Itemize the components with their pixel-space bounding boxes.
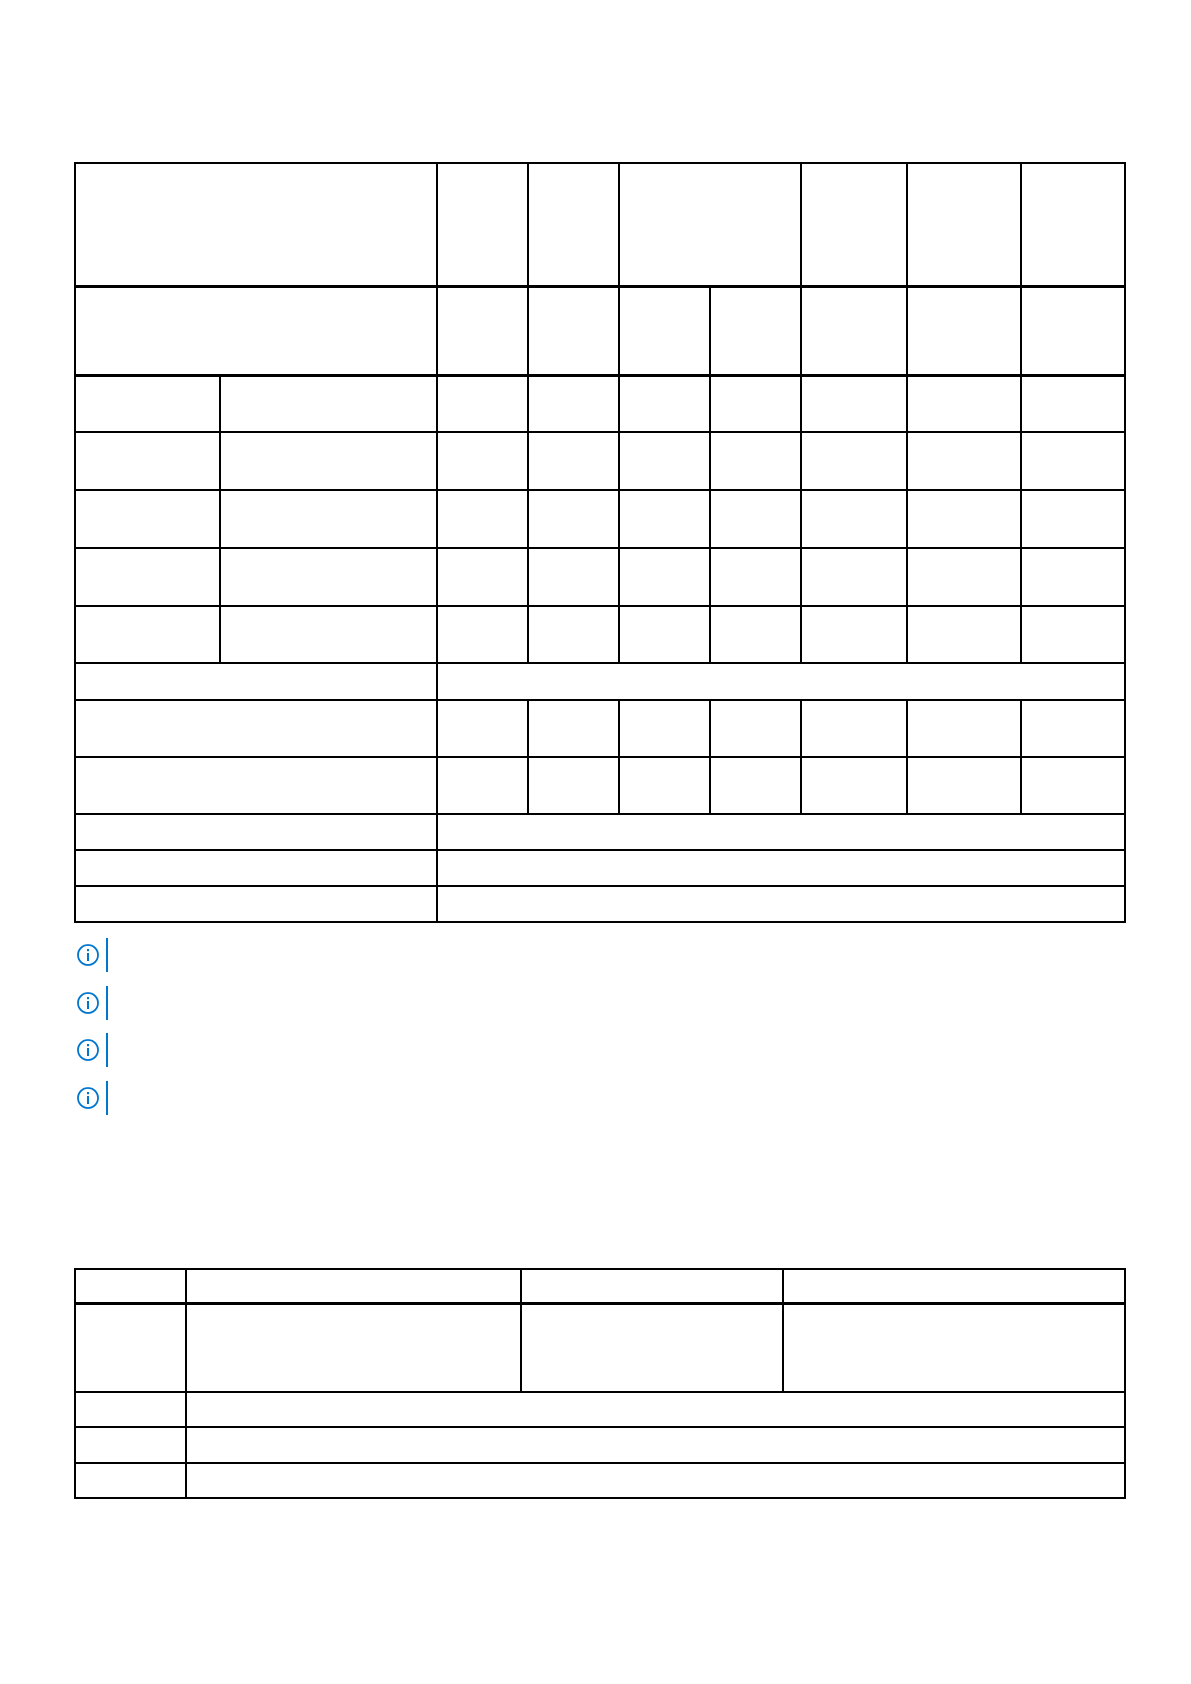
- table-cell: [220, 490, 437, 548]
- table-cell: [710, 375, 801, 432]
- table-cell: [801, 163, 907, 286]
- table-cell: [907, 490, 1021, 548]
- table-cell: [801, 700, 907, 757]
- table-cell: [75, 757, 437, 814]
- table-cell: [710, 757, 801, 814]
- table-cell: [801, 606, 907, 663]
- table-cell: [75, 606, 220, 663]
- info-circle-icon: [76, 941, 104, 969]
- table-cell: [619, 432, 710, 490]
- table-span-row: [75, 1463, 1125, 1498]
- table-cell: [75, 700, 437, 757]
- table-span-row: [75, 1427, 1125, 1463]
- table-row: [75, 1303, 1125, 1392]
- table-cell: [528, 757, 619, 814]
- table-cell: [437, 663, 1125, 700]
- table-cell: [186, 1463, 1125, 1498]
- table-cell: [437, 432, 528, 490]
- note-accent-bar: [106, 1033, 108, 1067]
- table-row: [75, 606, 1125, 663]
- table-cell: [1021, 163, 1125, 286]
- table-cell: [710, 700, 801, 757]
- table-cell: [75, 548, 220, 606]
- table-cell: [710, 490, 801, 548]
- table-span-row: [75, 850, 1125, 886]
- note-block: [76, 939, 1116, 971]
- table-cell: [619, 375, 710, 432]
- table-cell: [710, 286, 801, 375]
- table-cell: [75, 663, 437, 700]
- table-row: [75, 548, 1125, 606]
- table-cell: [801, 490, 907, 548]
- table-cell: [437, 286, 528, 375]
- table-cell: [220, 375, 437, 432]
- table-cell: [220, 606, 437, 663]
- table-cell: [619, 606, 710, 663]
- table-cell: [521, 1269, 783, 1303]
- table-cell: [1021, 606, 1125, 663]
- table-row: [75, 432, 1125, 490]
- table-cell: [907, 606, 1021, 663]
- table-cell: [801, 548, 907, 606]
- table-cell: [528, 548, 619, 606]
- table-cell: [1021, 286, 1125, 375]
- table-cell: [619, 490, 710, 548]
- table-cell: [801, 375, 907, 432]
- table-cell: [75, 850, 437, 886]
- table-cell: [801, 757, 907, 814]
- spec-table-1: [74, 162, 1126, 923]
- table-cell: [783, 1303, 1125, 1392]
- spec-table-2: [74, 1268, 1126, 1499]
- table-cell: [437, 163, 528, 286]
- table-cell: [801, 432, 907, 490]
- table-span-row: [75, 663, 1125, 700]
- table-cell: [528, 490, 619, 548]
- table-cell: [907, 700, 1021, 757]
- table-cell: [801, 286, 907, 375]
- table-cell: [75, 1269, 186, 1303]
- table-cell: [907, 548, 1021, 606]
- table-cell: [437, 606, 528, 663]
- table-cell: [619, 548, 710, 606]
- table-cell: [75, 1427, 186, 1463]
- table-cell: [437, 700, 528, 757]
- table-cell: [75, 1463, 186, 1498]
- table-cell: [528, 432, 619, 490]
- table-span-row: [75, 886, 1125, 922]
- table-row: [75, 490, 1125, 548]
- table-cell: [75, 1303, 186, 1392]
- table-cell: [783, 1269, 1125, 1303]
- info-circle-icon: [76, 1036, 104, 1064]
- table-cell: [907, 286, 1021, 375]
- table-cell: [220, 548, 437, 606]
- table-cell: [528, 700, 619, 757]
- info-circle-icon: [76, 1084, 104, 1112]
- table-cell: [710, 548, 801, 606]
- table-cell: [437, 490, 528, 548]
- table-cell: [1021, 548, 1125, 606]
- table-cell: [521, 1303, 783, 1392]
- table-header-row: [75, 163, 1125, 286]
- table-row: [75, 757, 1125, 814]
- note-accent-bar: [106, 986, 108, 1020]
- note-accent-bar: [106, 938, 108, 972]
- table-cell: [528, 163, 619, 286]
- table-cell: [528, 286, 619, 375]
- table-cell: [186, 1427, 1125, 1463]
- table-cell: [75, 432, 220, 490]
- table-cell: [437, 850, 1125, 886]
- table-cell: [1021, 375, 1125, 432]
- table-header-row: [75, 1269, 1125, 1303]
- table-cell: [907, 432, 1021, 490]
- table-cell: [186, 1392, 1125, 1427]
- note-accent-bar: [106, 1081, 108, 1115]
- table-cell: [437, 886, 1125, 922]
- table-cell: [1021, 757, 1125, 814]
- table-cell: [186, 1269, 521, 1303]
- table-cell: [907, 757, 1021, 814]
- table-cell: [619, 163, 801, 286]
- table-cell: [528, 606, 619, 663]
- table-cell: [710, 606, 801, 663]
- table-cell: [907, 375, 1021, 432]
- table-cell: [75, 375, 220, 432]
- table-cell: [1021, 490, 1125, 548]
- table-cell: [907, 163, 1021, 286]
- table-cell: [437, 757, 528, 814]
- table-cell: [1021, 700, 1125, 757]
- note-block: [76, 1034, 1116, 1066]
- table-cell: [437, 375, 528, 432]
- note-block: [76, 987, 1116, 1019]
- table-cell: [528, 375, 619, 432]
- table-cell: [75, 1392, 186, 1427]
- table-cell: [437, 548, 528, 606]
- info-circle-icon: [76, 989, 104, 1017]
- table-span-row: [75, 814, 1125, 850]
- table-cell: [220, 432, 437, 490]
- table-cell: [186, 1303, 521, 1392]
- table-cell: [619, 757, 710, 814]
- table-cell: [619, 286, 710, 375]
- table-row: [75, 375, 1125, 432]
- table-cell: [1021, 432, 1125, 490]
- table-header-row: [75, 286, 1125, 375]
- table-cell: [75, 286, 437, 375]
- note-block: [76, 1082, 1116, 1114]
- table-span-row: [75, 1392, 1125, 1427]
- table-row: [75, 700, 1125, 757]
- table-cell: [75, 886, 437, 922]
- table-cell: [75, 490, 220, 548]
- table-cell: [619, 700, 710, 757]
- table-cell: [710, 432, 801, 490]
- table-cell: [75, 163, 437, 286]
- table-cell: [75, 814, 437, 850]
- table-cell: [437, 814, 1125, 850]
